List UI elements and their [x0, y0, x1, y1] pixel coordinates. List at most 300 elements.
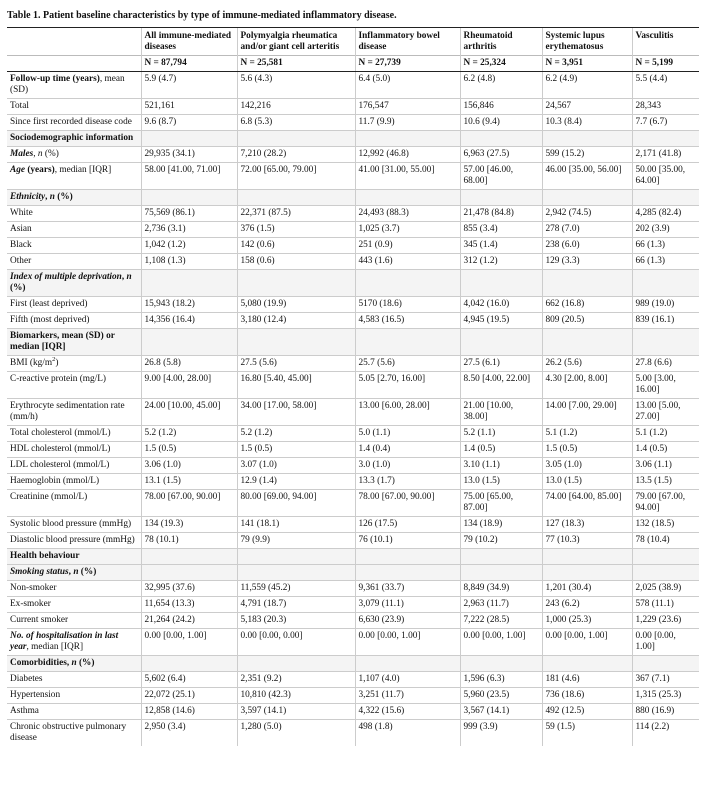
row-label: Current smoker: [7, 613, 141, 629]
value-cell: 11,559 (45.2): [237, 581, 355, 597]
header-cell: Systemic lupus erythematosus: [542, 28, 632, 56]
value-cell: 0.00 [0.00, 0.00]: [237, 629, 355, 656]
section-row: [7, 329, 699, 356]
value-cell: 134 (18.9): [460, 517, 542, 533]
value-cell: 7,222 (28.5): [460, 613, 542, 629]
empty-cell: [632, 190, 699, 206]
value-cell: 3.06 (1.0): [141, 458, 237, 474]
value-cell: 3.07 (1.0): [237, 458, 355, 474]
empty-cell: [355, 270, 460, 297]
table-row: [7, 238, 699, 254]
value-cell: 8,849 (34.9): [460, 581, 542, 597]
value-cell: 66 (1.3): [632, 238, 699, 254]
empty-cell: [632, 329, 699, 356]
value-cell: 27.5 (5.6): [237, 356, 355, 372]
row-label: Total: [7, 99, 141, 115]
empty-cell: [237, 190, 355, 206]
row-label: HDL cholesterol (mmol/L): [7, 442, 141, 458]
empty-cell: [237, 549, 355, 565]
value-cell: 2,942 (74.5): [542, 206, 632, 222]
value-cell: 1.5 (0.5): [542, 442, 632, 458]
table-row: [7, 533, 699, 549]
row-label: Haemoglobin (mmol/L): [7, 474, 141, 490]
sample-size-row: [7, 56, 699, 72]
header-cell: Inflammatory bowel disease: [355, 28, 460, 56]
value-cell: 3,079 (11.1): [355, 597, 460, 613]
value-cell: 989 (19.0): [632, 297, 699, 313]
section-row: [7, 656, 699, 672]
value-cell: 12,992 (46.8): [355, 147, 460, 163]
value-cell: 6,630 (23.9): [355, 613, 460, 629]
empty-cell: [355, 565, 460, 581]
row-label: Systolic blood pressure (mmHg): [7, 517, 141, 533]
section-row: [7, 190, 699, 206]
value-cell: 34.00 [17.00, 58.00]: [237, 399, 355, 426]
table-row: [7, 372, 699, 399]
table-row: [7, 222, 699, 238]
value-cell: 243 (6.2): [542, 597, 632, 613]
value-cell: 181 (4.6): [542, 672, 632, 688]
table-row: [7, 704, 699, 720]
section-row: [7, 565, 699, 581]
value-cell: 114 (2.2): [632, 720, 699, 747]
section-row: [7, 549, 699, 565]
value-cell: 5,183 (20.3): [237, 613, 355, 629]
value-cell: 9.00 [4.00, 28.00]: [141, 372, 237, 399]
empty-cell: [632, 565, 699, 581]
value-cell: 158 (0.6): [237, 254, 355, 270]
value-cell: 156,846: [460, 99, 542, 115]
value-cell: 59 (1.5): [542, 720, 632, 747]
table-row: [7, 517, 699, 533]
value-cell: 3.0 (1.0): [355, 458, 460, 474]
value-cell: 6.8 (5.3): [237, 115, 355, 131]
row-label: Age (years), median [IQR]: [7, 163, 141, 190]
empty-cell: [632, 131, 699, 147]
value-cell: 2,025 (38.9): [632, 581, 699, 597]
value-cell: 1.5 (0.5): [237, 442, 355, 458]
empty-cell: [542, 270, 632, 297]
value-cell: 26.8 (5.8): [141, 356, 237, 372]
row-label: Fifth (most deprived): [7, 313, 141, 329]
empty-cell: [237, 270, 355, 297]
value-cell: 251 (0.9): [355, 238, 460, 254]
value-cell: 367 (7.1): [632, 672, 699, 688]
empty-cell: [141, 131, 237, 147]
value-cell: 57.00 [46.00, 68.00]: [460, 163, 542, 190]
table-body: [7, 72, 699, 747]
value-cell: 15,943 (18.2): [141, 297, 237, 313]
empty-cell: [141, 270, 237, 297]
value-cell: 4,945 (19.5): [460, 313, 542, 329]
value-cell: 13.00 [6.00, 28.00]: [355, 399, 460, 426]
section-label: Smoking status, n (%): [7, 565, 141, 581]
value-cell: 839 (16.1): [632, 313, 699, 329]
value-cell: 22,072 (25.1): [141, 688, 237, 704]
row-label: Other: [7, 254, 141, 270]
empty-cell: [460, 565, 542, 581]
value-cell: 78.00 [67.00, 90.00]: [355, 490, 460, 517]
table-caption: Table 1. Patient baseline characteristics by type of immune-mediated inflammatory disease.: [7, 10, 397, 21]
value-cell: 22,371 (87.5): [237, 206, 355, 222]
section-label: Index of multiple deprivation, n (%): [7, 270, 141, 297]
value-cell: 13.1 (1.5): [141, 474, 237, 490]
row-label: Erythrocyte sedimentation rate (mm/h): [7, 399, 141, 426]
value-cell: 4,285 (82.4): [632, 206, 699, 222]
header-cell: Rheumatoid arthritis: [460, 28, 542, 56]
empty-cell: [542, 329, 632, 356]
value-cell: 1,280 (5.0): [237, 720, 355, 747]
row-label: Since first recorded disease code: [7, 115, 141, 131]
header-cell: Vasculitis: [632, 28, 699, 56]
row-label: Diastolic blood pressure (mmHg): [7, 533, 141, 549]
value-cell: 1,000 (25.3): [542, 613, 632, 629]
value-cell: 4,791 (18.7): [237, 597, 355, 613]
row-label: LDL cholesterol (mmol/L): [7, 458, 141, 474]
value-cell: 50.00 [35.00, 64.00]: [632, 163, 699, 190]
value-cell: 3,251 (11.7): [355, 688, 460, 704]
empty-cell: [632, 270, 699, 297]
value-cell: 13.5 (1.5): [632, 474, 699, 490]
value-cell: 75.00 [65.00, 87.00]: [460, 490, 542, 517]
value-cell: 3.06 (1.1): [632, 458, 699, 474]
value-cell: 1,107 (4.0): [355, 672, 460, 688]
value-cell: 0.00 [0.00, 1.00]: [355, 629, 460, 656]
table-row: [7, 442, 699, 458]
value-cell: 4,322 (15.6): [355, 704, 460, 720]
value-cell: 278 (7.0): [542, 222, 632, 238]
value-cell: 72.00 [65.00, 79.00]: [237, 163, 355, 190]
value-cell: 2,736 (3.1): [141, 222, 237, 238]
value-cell: 7,210 (28.2): [237, 147, 355, 163]
value-cell: 5,602 (6.4): [141, 672, 237, 688]
value-cell: 578 (11.1): [632, 597, 699, 613]
sample-size-cell: N = 25,324: [460, 56, 542, 72]
table-row: [7, 313, 699, 329]
value-cell: 6.2 (4.8): [460, 72, 542, 99]
header-cell: [7, 28, 141, 56]
row-label: Asian: [7, 222, 141, 238]
row-label: BMI $(kg/m^2)$: [7, 356, 141, 372]
table-row: [7, 720, 699, 747]
value-cell: 3,567 (14.1): [460, 704, 542, 720]
empty-cell: [542, 131, 632, 147]
value-cell: 24.00 [10.00, 45.00]: [141, 399, 237, 426]
value-cell: 0.00 [0.00, 1.00]: [460, 629, 542, 656]
value-cell: 10.3 (8.4): [542, 115, 632, 131]
row-label: White: [7, 206, 141, 222]
value-cell: 58.00 [41.00, 71.00]: [141, 163, 237, 190]
value-cell: 5.9 (4.7): [141, 72, 237, 99]
row-label: Follow-up time (years), mean (SD): [7, 72, 141, 99]
section-row: [7, 270, 699, 297]
table-row: [7, 474, 699, 490]
value-cell: 5.6 (4.3): [237, 72, 355, 99]
value-cell: 13.0 (1.5): [460, 474, 542, 490]
empty-cell: [460, 549, 542, 565]
value-cell: 2,963 (11.7): [460, 597, 542, 613]
section-label: Ethnicity, n (%): [7, 190, 141, 206]
value-cell: 3,180 (12.4): [237, 313, 355, 329]
empty-cell: [237, 329, 355, 356]
empty-cell: [632, 549, 699, 565]
value-cell: 78 (10.1): [141, 533, 237, 549]
value-cell: 6.4 (5.0): [355, 72, 460, 99]
value-cell: 13.0 (1.5): [542, 474, 632, 490]
value-cell: 9.6 (8.7): [141, 115, 237, 131]
value-cell: 134 (19.3): [141, 517, 237, 533]
value-cell: 13.3 (1.7): [355, 474, 460, 490]
value-cell: 5170 (18.6): [355, 297, 460, 313]
empty-cell: [141, 549, 237, 565]
value-cell: 29,935 (34.1): [141, 147, 237, 163]
value-cell: 6,963 (27.5): [460, 147, 542, 163]
sample-size-cell: [7, 56, 141, 72]
table-row: [7, 426, 699, 442]
sample-size-cell: N = 25,581: [237, 56, 355, 72]
value-cell: 0.00 [0.00, 1.00]: [141, 629, 237, 656]
row-label: Black: [7, 238, 141, 254]
row-label: Asthma: [7, 704, 141, 720]
sample-size-cell: N = 3,951: [542, 56, 632, 72]
sample-size-cell: N = 87,794: [141, 56, 237, 72]
empty-cell: [355, 549, 460, 565]
value-cell: 492 (12.5): [542, 704, 632, 720]
value-cell: 5.2 (1.2): [141, 426, 237, 442]
value-cell: 6.2 (4.9): [542, 72, 632, 99]
value-cell: 4,042 (16.0): [460, 297, 542, 313]
row-label: Creatinine (mmol/L): [7, 490, 141, 517]
empty-cell: [542, 549, 632, 565]
table-row: [7, 458, 699, 474]
value-cell: 1,229 (23.6): [632, 613, 699, 629]
value-cell: 32,995 (37.6): [141, 581, 237, 597]
empty-cell: [237, 565, 355, 581]
empty-cell: [542, 656, 632, 672]
value-cell: 28,343: [632, 99, 699, 115]
value-cell: 1,315 (25.3): [632, 688, 699, 704]
empty-cell: [542, 565, 632, 581]
table-row: [7, 613, 699, 629]
value-cell: 78.00 [67.00, 90.00]: [141, 490, 237, 517]
value-cell: 127 (18.3): [542, 517, 632, 533]
value-cell: 1,201 (30.4): [542, 581, 632, 597]
empty-cell: [141, 329, 237, 356]
section-label: Health behaviour: [7, 549, 141, 565]
table-row: [7, 206, 699, 222]
value-cell: 126 (17.5): [355, 517, 460, 533]
value-cell: 7.7 (6.7): [632, 115, 699, 131]
table-row: [7, 163, 699, 190]
empty-cell: [460, 270, 542, 297]
table-row: [7, 297, 699, 313]
value-cell: 21,264 (24.2): [141, 613, 237, 629]
value-cell: 27.8 (6.6): [632, 356, 699, 372]
empty-cell: [460, 329, 542, 356]
sample-size-cell: N = 5,199: [632, 56, 699, 72]
table-row: [7, 490, 699, 517]
value-cell: 2,950 (3.4): [141, 720, 237, 747]
value-cell: 1,596 (6.3): [460, 672, 542, 688]
row-label: No. of hospitalisation in last year, median [IQR]: [7, 629, 141, 656]
value-cell: 1,025 (3.7): [355, 222, 460, 238]
row-label: Ex-smoker: [7, 597, 141, 613]
header-cell: Polymyalgia rheumatica and/or giant cell arteritis: [237, 28, 355, 56]
empty-cell: [141, 565, 237, 581]
value-cell: 11,654 (13.3): [141, 597, 237, 613]
value-cell: 5.5 (4.4): [632, 72, 699, 99]
value-cell: 238 (6.0): [542, 238, 632, 254]
row-label: First (least deprived): [7, 297, 141, 313]
empty-cell: [632, 656, 699, 672]
value-cell: 4.30 [2.00, 8.00]: [542, 372, 632, 399]
value-cell: 27.5 (6.1): [460, 356, 542, 372]
header-row: [7, 28, 699, 56]
value-cell: 11.7 (9.9): [355, 115, 460, 131]
table-row: [7, 629, 699, 656]
empty-cell: [460, 656, 542, 672]
value-cell: 5.1 (1.2): [632, 426, 699, 442]
sample-size-cell: N = 27,739: [355, 56, 460, 72]
value-cell: 5.2 (1.1): [460, 426, 542, 442]
table-row: [7, 147, 699, 163]
value-cell: 80.00 [69.00, 94.00]: [237, 490, 355, 517]
value-cell: 809 (20.5): [542, 313, 632, 329]
value-cell: 26.2 (5.6): [542, 356, 632, 372]
value-cell: 9,361 (33.7): [355, 581, 460, 597]
empty-cell: [542, 190, 632, 206]
value-cell: 3,597 (14.1): [237, 704, 355, 720]
value-cell: 79 (10.2): [460, 533, 542, 549]
value-cell: 21.00 [10.00, 38.00]: [460, 399, 542, 426]
value-cell: 1.4 (0.5): [460, 442, 542, 458]
table-row: [7, 399, 699, 426]
baseline-characteristics-table: [7, 27, 699, 746]
value-cell: 14.00 [7.00, 29.00]: [542, 399, 632, 426]
value-cell: 5.05 [2.70, 16.00]: [355, 372, 460, 399]
value-cell: 16.80 [5.40, 45.00]: [237, 372, 355, 399]
value-cell: 78 (10.4): [632, 533, 699, 549]
empty-cell: [141, 656, 237, 672]
section-row: [7, 131, 699, 147]
value-cell: 142 (0.6): [237, 238, 355, 254]
table-row: [7, 72, 699, 99]
value-cell: 66 (1.3): [632, 254, 699, 270]
value-cell: 176,547: [355, 99, 460, 115]
empty-cell: [355, 329, 460, 356]
value-cell: 312 (1.2): [460, 254, 542, 270]
empty-cell: [237, 131, 355, 147]
row-label: Chronic obstructive pulmonary disease: [7, 720, 141, 747]
empty-cell: [460, 131, 542, 147]
value-cell: 46.00 [35.00, 56.00]: [542, 163, 632, 190]
value-cell: 142,216: [237, 99, 355, 115]
table-row: [7, 115, 699, 131]
value-cell: 880 (16.9): [632, 704, 699, 720]
value-cell: 141 (18.1): [237, 517, 355, 533]
value-cell: 443 (1.6): [355, 254, 460, 270]
value-cell: 25.7 (5.6): [355, 356, 460, 372]
value-cell: 41.00 [31.00, 55.00]: [355, 163, 460, 190]
value-cell: 12,858 (14.6): [141, 704, 237, 720]
value-cell: 10.6 (9.4): [460, 115, 542, 131]
value-cell: 5.1 (1.2): [542, 426, 632, 442]
value-cell: 4,583 (16.5): [355, 313, 460, 329]
value-cell: 21,478 (84.8): [460, 206, 542, 222]
empty-cell: [460, 190, 542, 206]
value-cell: 8.50 [4.00, 22.00]: [460, 372, 542, 399]
value-cell: 1,042 (1.2): [141, 238, 237, 254]
value-cell: 10,810 (42.3): [237, 688, 355, 704]
header-cell: All immune-mediated diseases: [141, 28, 237, 56]
row-label: Diabetes: [7, 672, 141, 688]
value-cell: 521,161: [141, 99, 237, 115]
table-row: [7, 597, 699, 613]
value-cell: 79.00 [67.00, 94.00]: [632, 490, 699, 517]
empty-cell: [355, 190, 460, 206]
table-row: [7, 672, 699, 688]
value-cell: 24,493 (88.3): [355, 206, 460, 222]
table-row: [7, 99, 699, 115]
value-cell: 202 (3.9): [632, 222, 699, 238]
empty-cell: [141, 190, 237, 206]
value-cell: 3.05 (1.0): [542, 458, 632, 474]
row-label: Total cholesterol (mmol/L): [7, 426, 141, 442]
value-cell: 13.00 [5.00, 27.00]: [632, 399, 699, 426]
value-cell: 376 (1.5): [237, 222, 355, 238]
value-cell: 3.10 (1.1): [460, 458, 542, 474]
section-label: Sociodemographic information: [7, 131, 141, 147]
row-label: Hypertension: [7, 688, 141, 704]
value-cell: 5,080 (19.9): [237, 297, 355, 313]
value-cell: 5.2 (1.2): [237, 426, 355, 442]
empty-cell: [355, 656, 460, 672]
value-cell: 2,171 (41.8): [632, 147, 699, 163]
table-row: [7, 581, 699, 597]
value-cell: 12.9 (1.4): [237, 474, 355, 490]
value-cell: 14,356 (16.4): [141, 313, 237, 329]
value-cell: 999 (3.9): [460, 720, 542, 747]
value-cell: 77 (10.3): [542, 533, 632, 549]
value-cell: 24,567: [542, 99, 632, 115]
row-label: Non-smoker: [7, 581, 141, 597]
value-cell: 736 (18.6): [542, 688, 632, 704]
value-cell: 1,108 (1.3): [141, 254, 237, 270]
row-label: C-reactive protein (mg/L): [7, 372, 141, 399]
empty-cell: [355, 131, 460, 147]
row-label: Males, n (%): [7, 147, 141, 163]
value-cell: 5.00 [3.00, 16.00]: [632, 372, 699, 399]
value-cell: 2,351 (9.2): [237, 672, 355, 688]
table-row: [7, 688, 699, 704]
value-cell: 132 (18.5): [632, 517, 699, 533]
value-cell: 79 (9.9): [237, 533, 355, 549]
value-cell: 855 (3.4): [460, 222, 542, 238]
table-row: [7, 356, 699, 372]
value-cell: 5,960 (23.5): [460, 688, 542, 704]
value-cell: 498 (1.8): [355, 720, 460, 747]
value-cell: 129 (3.3): [542, 254, 632, 270]
value-cell: 345 (1.4): [460, 238, 542, 254]
value-cell: 76 (10.1): [355, 533, 460, 549]
value-cell: 0.00 [0.00, 1.00]: [542, 629, 632, 656]
value-cell: 74.00 [64.00, 85.00]: [542, 490, 632, 517]
value-cell: 5.0 (1.1): [355, 426, 460, 442]
value-cell: 1.5 (0.5): [141, 442, 237, 458]
value-cell: 0.00 [0.00, 1.00]: [632, 629, 699, 656]
value-cell: 599 (15.2): [542, 147, 632, 163]
value-cell: 1.4 (0.5): [632, 442, 699, 458]
